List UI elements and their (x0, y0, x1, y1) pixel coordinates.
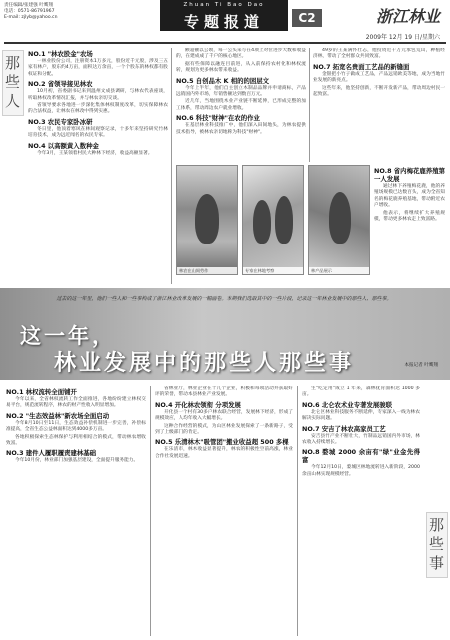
lower-column-2 (155, 386, 293, 636)
article-headline: NO.1 林权流转全面铺开 (6, 388, 77, 396)
article-paragraph: 49岁的王某满怀壮志，他投资近千万元承包荒山，种植经济林，带动了全村群众共同致富。 (313, 48, 445, 60)
article-paragraph: 生"吃定用"成立 1 年来，森林抚育面积达 1000 多亩。 (302, 386, 420, 398)
article-paragraph: 这些年来，他坚持创新，不断开发新产品，带动周边村民一起致富。 (313, 85, 445, 98)
article-headline: NO.8 婺城 2000 余亩有"绿"业金先得富 (302, 448, 420, 465)
article-paragraph: 10月初，省委副书记来到温州文成县调研，与林农代表座谈，听取林权改革情况汇报，并与林农亲切交谈。 (28, 89, 168, 101)
article-headline: NO.5 自创品木 K 相的的困层文 (176, 76, 270, 85)
article-headline: NO.3 建件人履职履责建林基础 (6, 449, 97, 458)
news-photo-2 (242, 165, 304, 275)
article-paragraph: 开化县一个村有30多户林农联合经营，发展林下经济，形成了规模效应，人均年收入大幅增长。 (155, 409, 293, 422)
article-headline: NO.7 拓宽名贵面工艺品的新缝面 (313, 62, 410, 71)
photo-caption: 林产品展示 (309, 267, 369, 275)
news-photo-1 (176, 165, 238, 275)
article-headline: NO.2 省领导接见林农 (28, 80, 93, 89)
article-headline: NO.8 省内梅花鹿养殖第一人发展 (374, 167, 445, 183)
article-paragraph: 省林业厅，林业企业在十几个企业，积极和每项活动并获取好评的荣誉，带动本县林业产业发展。 (155, 386, 293, 398)
article-headline: NO.5 乐清林木"吸管团"搬业收益超 500 多棵 (155, 438, 289, 447)
person-figure (329, 192, 351, 244)
article-paragraph: 这种合作经营的模式，为山区林业发展探索了一条新路子，受到了上级部门的肯定。 (155, 423, 293, 436)
article-headline: NO.6 北仑农术业专著发展骏联 (302, 400, 393, 409)
article-paragraph: 额超额以公顷，每一公头采写在4项上对位进步大数和收益的，在建成成了千户的核心地区。 (176, 48, 306, 60)
phone-line: 电话：0571-86791967 (4, 9, 55, 15)
news-photo-3 (308, 165, 370, 275)
article-paragraph: 金银把小竹子做成工艺品，产品远销欧美等地，成为当地竹业发展的新亮点。 (313, 71, 445, 84)
column-divider (297, 386, 298, 636)
article-paragraph: 各地积极探索生态林保护与利用相结合的模式，带动林农增收致富。 (6, 434, 146, 447)
banner-title: 专题报道 (183, 13, 264, 31)
article-headline: NO.4 开化林农领衔 分项发展 (155, 400, 241, 409)
article-paragraph: 他表示，将继续扩大养殖规模，带动更多林农走上致富路。 (374, 210, 445, 223)
newspaper-name: 浙江林业 (375, 7, 440, 26)
article-paragraph: 北仑区林业科技服务不断延伸，专家深入一线为林农解决实际问题。 (302, 409, 420, 422)
page-number: C2 (292, 9, 322, 27)
editor-info (4, 3, 58, 22)
lower-column-3 (302, 386, 420, 636)
upper-column-2 (176, 48, 306, 162)
feature-headline-line-1: 这一年， (20, 323, 116, 348)
article-paragraph: 在乐清市，林木收益显著提升，林农的积极性空前高涨，林业合作社发展迅速。 (155, 447, 293, 459)
feature-banner (0, 288, 450, 380)
upper-column-3-continued (374, 165, 445, 284)
editor-line: 责任编辑/张建强 叶鹰翔 (4, 3, 53, 8)
article-paragraph: 今年12月10日，婺城区林地流转进入新阶段，2000余亩山林实现规模经营。 (302, 465, 420, 477)
article-headline: NO.1 "林农股金"农场 (28, 50, 93, 58)
article-paragraph: 通过林下养殖梅花鹿，他的养殖场规模已达数百头，成为全省知名的梅花鹿养殖基地，带动附近农户增收。 (374, 184, 445, 209)
article-paragraph: 一林业股份公司，注册资本1万多元，股份近千元股，涉及三五家有林户，股东约4万亩，面积达万余亩，一个个股东的林权都有股权证和分配。 (28, 59, 168, 77)
person-figure (253, 200, 271, 244)
article-paragraph: 今年以来，全省林权流转工作全面推进，各地纷纷建立林权交易平台，规范流转程序，林农的财产性收入明显增加。 (6, 397, 146, 409)
page-header (0, 0, 450, 44)
person-figure (275, 196, 293, 244)
lower-column-1 (6, 386, 146, 636)
header-divider (4, 42, 446, 44)
article-headline: NO.7 安吉了林农高家员工艺 (302, 424, 386, 433)
column-divider (171, 48, 172, 284)
side-label-people: 那些人 (2, 50, 24, 116)
article-paragraph: 在基层林业科技推广中，他们深入田间地头，为林农提供技术指导，被林农亲切地称为科技"财神"。 (176, 123, 306, 135)
banner-pinyin: Zhuan Ti Bao Dao (183, 2, 265, 8)
article-headline: NO.2 "生态效益林"新农场全面启动 (6, 411, 110, 420)
article-headline: NO.3 农民专家卧冰研 (28, 117, 93, 126)
section-banner (160, 0, 288, 31)
photo-caption: 林农在山间劳作 (177, 267, 237, 275)
article-headline: NO.4 以高额黄入数种金 (28, 141, 99, 150)
feature-headline-line-2: 林业发展中的那些人那些事 (54, 350, 355, 376)
column-divider (309, 48, 310, 162)
upper-column-1 (28, 48, 168, 284)
article-paragraph: 据有些保障以融连目前进，从入前保持农村化和林权流转，规划为更多林农带来收益。 (176, 61, 306, 74)
article-paragraph: 今年上半年，他们自主创立木制品品牌并申请商标，产品远销国内外市场，年销售额达到数百万元。 (176, 85, 306, 98)
feature-intro: 过去的这一年里，他们一些人和一些事构成了浙江林业改革发展的一幅画卷。本期我们选取其中的一些片段，记录这一年林业发展中的那些人、那些事。 (56, 296, 392, 302)
side-label-events: 那些事 (426, 512, 448, 578)
article-paragraph: 今年10月份，林业部门加强基层建设，全面提升服务能力。 (15, 458, 139, 464)
email-line: E-mail: zjlyb@yahoo.cn (4, 15, 58, 21)
article-paragraph: 近几年，当地围绕木业产业链不断延伸，已形成完整的加工体系，带动周边农户就业增收。 (176, 99, 306, 111)
article-headline: NO.6 科技"财神"在农的作业 (176, 114, 260, 123)
article-paragraph: 安吉县竹产业不断壮大，竹制品远销国内外市场，林农收入持续增长。 (302, 433, 420, 446)
column-divider (150, 386, 151, 636)
article-paragraph: 冬日里，他顶着寒风在林间观察记录，十多年来坚持研究竹林培育技术，成为远近闻名的农民专家。 (28, 126, 168, 139)
person-figure (195, 194, 219, 244)
photo-caption: 专家在林地考察 (243, 267, 303, 275)
article-paragraph: 今年8月10日至11日，生态效益补偿机制进一步完善，补偿标准提高，全省生态公益林面积达到4000多万亩。 (6, 420, 146, 433)
article-paragraph: 省领导要求各地进一步深化集体林权制度改革，切实保障林农的合法权益，让林农在林改中得到实惠。 (28, 103, 168, 115)
upper-column-3 (313, 48, 445, 162)
article-paragraph: 今年3月，王某领着村民大种林下经济，收益高额显著。 (37, 150, 153, 156)
feature-byline: 本报记者 叶鹰翔 (404, 363, 438, 368)
issue-date: 2009年 12月 19 日/星期六 (365, 34, 440, 41)
